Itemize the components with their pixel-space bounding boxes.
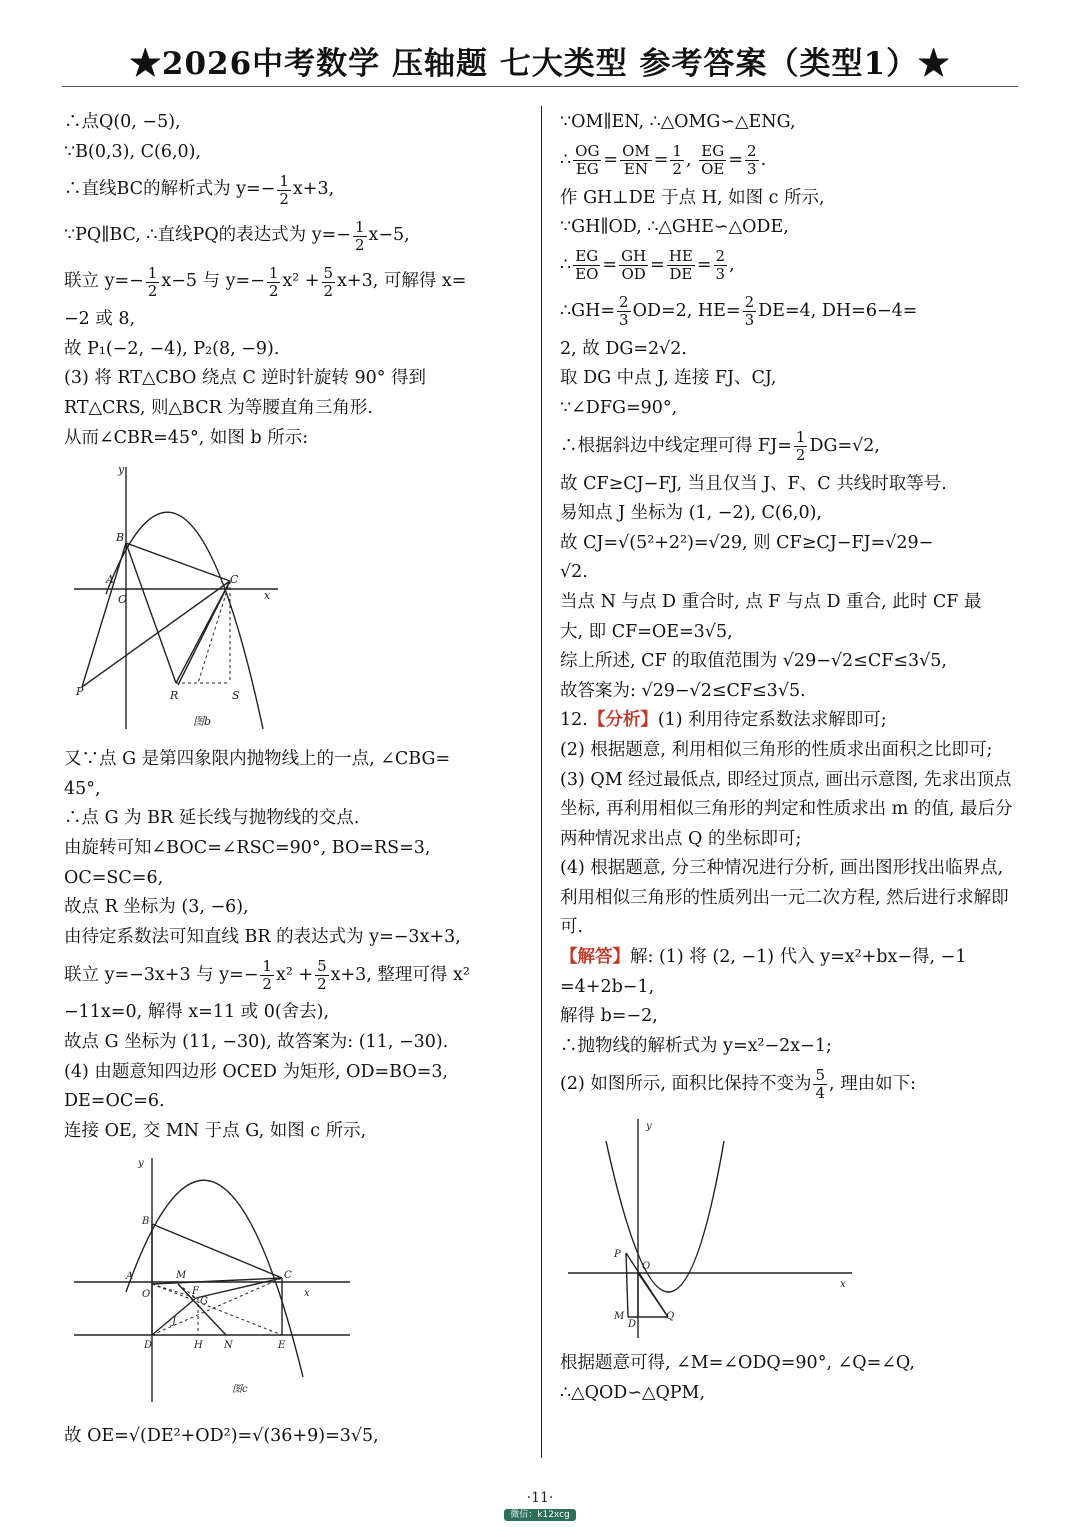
text-line: ∴直线BC的解析式为 y=− $\frac{1}{2}$ x+3, <box>64 171 335 208</box>
text-paragraph: (3) QM 经过最低点, 即经过顶点, 画出示意图, 先求出顶点坐标, 再利用相似三角形的判定和性质求出 m 的值, 最后分两种情况求出点 Q 的坐标即可; <box>560 769 1013 849</box>
svg-text:F: F <box>192 1286 199 1298</box>
fraction: $\frac{1}{2}$ <box>262 956 272 993</box>
fraction: $\frac{5}{2}$ <box>323 263 334 300</box>
text-line: 根据题意可得, ∠M=∠ODQ=90°, ∠Q=∠Q, <box>560 1353 915 1374</box>
text-line: 故点 R 坐标为 (3, −6), <box>64 897 249 918</box>
figure-caption: 图b <box>193 715 212 729</box>
text-line: ∴△QOD∽△QPM, <box>560 1383 706 1404</box>
point-label: A <box>106 573 114 587</box>
text-line: 综上所述, CF 的取值范围为 √29−√2≤CF≤3√5, <box>560 651 947 672</box>
svg-text:x: x <box>304 1288 310 1300</box>
text-line: 取 DG 中点 J, 连接 FJ、CJ, <box>560 368 777 389</box>
text-line: 解得 b=−2, <box>560 1006 658 1027</box>
axis-label-y: y <box>118 463 125 477</box>
figure-parabola <box>562 1113 862 1341</box>
text-line: =4+2b−1, <box>560 976 655 997</box>
svg-text:P: P <box>614 1249 621 1261</box>
text-line: 联立 y=− $\frac{1}{2}$ x−5 与 y=− $\frac{1}{2}$ x² + $\frac{5}{2}$ x+3, 可解得 x= <box>64 263 467 300</box>
fraction: $\frac{1}{2}$ <box>354 217 365 254</box>
left-column <box>64 108 526 1452</box>
text-line: 从而∠CBR=45°, 如图 b 所示: <box>64 427 309 448</box>
text-line: 故 OE=√(DE²+OD²)=√(36+9)=3√5, <box>64 1426 379 1447</box>
text-line: (4) 由题意知四边形 OCED 为矩形, OD=BO=3, <box>64 1061 449 1082</box>
text-line: ∴ $\frac{OG}{EG}$ = $\frac{OM}{EN}$ = $\frac{1}{2}$ , $\frac{EG}{OE}$ = $\frac{2}{3}$ . <box>560 142 767 179</box>
svg-text:E: E <box>278 1340 286 1352</box>
text-line: ∵∠DFG=90°, <box>560 397 678 418</box>
figure-caption: 图c <box>232 1384 248 1396</box>
text-line: 【解答】 解: (1) 将 (2, −1) 代入 y=x²+bx−得, −1 <box>560 943 1018 973</box>
text-line: 2, 故 DG=2√2. <box>560 338 687 359</box>
point-label: R <box>170 689 179 703</box>
text-line: ∴ $\frac{EG}{EO}$ = $\frac{GH}{OD}$ = $\frac{HE}{DE}$ = $\frac{2}{3}$ , <box>560 247 735 284</box>
text-line: ∴GH= $\frac{2}{3}$ OD=2, HE= $\frac{2}{3}$ DE=4, DH=6−4= <box>560 293 918 330</box>
page-number: ·11· <box>526 1490 554 1506</box>
figure-c <box>68 1152 358 1414</box>
text-line: ∴根据斜边中线定理可得 FJ= $\frac{1}{2}$ DG=√2, <box>560 428 880 465</box>
svg-text:M: M <box>614 1311 625 1323</box>
svg-text:Q: Q <box>666 1311 675 1323</box>
text-line: 由待定系数法可知直线 BR 的表达式为 y=−3x+3, <box>64 926 461 947</box>
text-line: ∴点 G 为 BR 延长线与抛物线的交点. <box>64 808 360 829</box>
text-line: 大, 即 CF=OE=3√5, <box>560 621 733 642</box>
text-line: DE=OC=6. <box>64 1091 165 1112</box>
svg-text:C: C <box>284 1270 292 1282</box>
svg-text:D: D <box>628 1319 637 1331</box>
right-column <box>560 108 1018 1409</box>
svg-text:N: N <box>224 1340 233 1352</box>
point-label: P <box>76 685 84 699</box>
svg-text:G: G <box>200 1296 208 1308</box>
text-line: 作 GH⊥DE 于点 H, 如图 c 所示, <box>560 187 825 208</box>
text-line: −11x=0, 解得 x=11 或 0(舍去), <box>64 1002 330 1023</box>
text-line: 易知点 J 坐标为 (1, −2), C(6,0), <box>560 503 822 524</box>
text-line: ∵B(0,3), C(6,0), <box>64 141 202 162</box>
svg-text:D: D <box>144 1340 153 1352</box>
text-line: −2 或 8, <box>64 309 136 330</box>
text-line: ∵PQ∥BC, ∴直线PQ的表达式为 y=− $\frac{1}{2}$ x−5, <box>64 217 410 254</box>
svg-text:O: O <box>642 1261 651 1273</box>
text-line: 12. 【分析】 (1) 利用待定系数法求解即可; <box>560 706 1018 736</box>
text-line: 又∵点 G 是第四象限内抛物线上的一点, ∠CBG= <box>64 749 451 770</box>
svg-text:x: x <box>840 1279 846 1291</box>
text-line: ∵GH∥OD, ∴△GHE∽△ODE, <box>560 217 789 238</box>
svg-text:H: H <box>194 1340 203 1352</box>
text-line: 由旋转可知∠BOC=∠RSC=90°, BO=RS=3, <box>64 837 431 858</box>
svg-text:B: B <box>142 1216 150 1228</box>
text-line: 45°, <box>64 778 101 799</box>
axis-label-x: x <box>264 589 271 603</box>
text-line: 故 CF≥CJ−FJ, 当且仅当 J、F、C 共线时取等号. <box>560 473 947 494</box>
fraction: $\frac{1}{2}$ <box>279 171 289 208</box>
answer-tag: 【解答】 <box>560 947 630 968</box>
point-label: S <box>232 689 240 703</box>
svg-text:y: y <box>646 1121 652 1133</box>
text-line: (3) 将 RT△CBO 绕点 C 逆时针旋转 90° 得到 <box>64 368 427 389</box>
fraction: $\frac{1}{2}$ <box>268 263 279 300</box>
svg-text:M: M <box>176 1270 187 1282</box>
text-line: OC=SC=6, <box>64 867 164 888</box>
figure-b <box>68 459 318 737</box>
text-paragraph: (2) 根据题意, 利用相似三角形的性质求出面积之比即可; <box>560 739 993 760</box>
text-line: 联立 y=−3x+3 与 y=− $\frac{1}{2}$ x² + $\frac{5}{2}$ x+3, 整理可得 x² <box>64 956 470 993</box>
svg-text:J: J <box>172 1316 177 1328</box>
fraction: $\frac{5}{2}$ <box>317 956 327 993</box>
text-line: √2. <box>560 562 588 583</box>
text-paragraph: (4) 根据题意, 分三种情况进行分析, 画出图形找出临界点, 利用相似三角形的性质列出一元二次方程, 然后进行求解即可. <box>560 858 1009 938</box>
text-line: ∵OM∥EN, ∴△OMG∽△ENG, <box>560 112 796 132</box>
fraction: $\frac{1}{2}$ <box>147 263 158 300</box>
point-label: C <box>230 573 239 587</box>
title-rule <box>62 86 1018 87</box>
text-line: 故答案为: √29−√2≤CF≤3√5. <box>560 680 806 701</box>
text-line: ∴抛物线的解析式为 y=x²−2x−1; <box>560 1035 832 1056</box>
text-line: ∴点Q(0, −5), <box>64 112 181 132</box>
svg-text:O: O <box>142 1289 151 1301</box>
analysis-tag: 【分析】 <box>587 710 658 731</box>
watermark: 微信：k12xcg <box>0 1507 1080 1520</box>
text-line: 故点 G 坐标为 (11, −30), 故答案为: (11, −30). <box>64 1031 449 1052</box>
point-label: O <box>118 593 128 607</box>
column-divider <box>541 106 542 1458</box>
text-line: 当点 N 与点 D 重合时, 点 F 与点 D 重合, 此时 CF 最 <box>560 591 982 612</box>
text-line: 连接 OE, 交 MN 于点 G, 如图 c 所示, <box>64 1120 367 1141</box>
page-title: ★2026中考数学 压轴题 七大类型 参考答案（类型1）★ <box>129 46 951 82</box>
svg-text:y: y <box>138 1158 144 1170</box>
svg-text:A: A <box>126 1271 134 1283</box>
text-line: (2) 如图所示, 面积比保持不变为 $\frac{5}{4}$ , 理由如下: <box>560 1065 917 1102</box>
point-label: B <box>116 531 125 545</box>
text-line: 故 P₁(−2, −4), P₂(8, −9). <box>64 338 280 359</box>
text-line: 故 CJ=√(5²+2²)=√29, 则 CF≥CJ−FJ=√29− <box>560 532 934 553</box>
text-line: RT△CRS, 则△BCR 为等腰直角三角形. <box>64 397 373 418</box>
